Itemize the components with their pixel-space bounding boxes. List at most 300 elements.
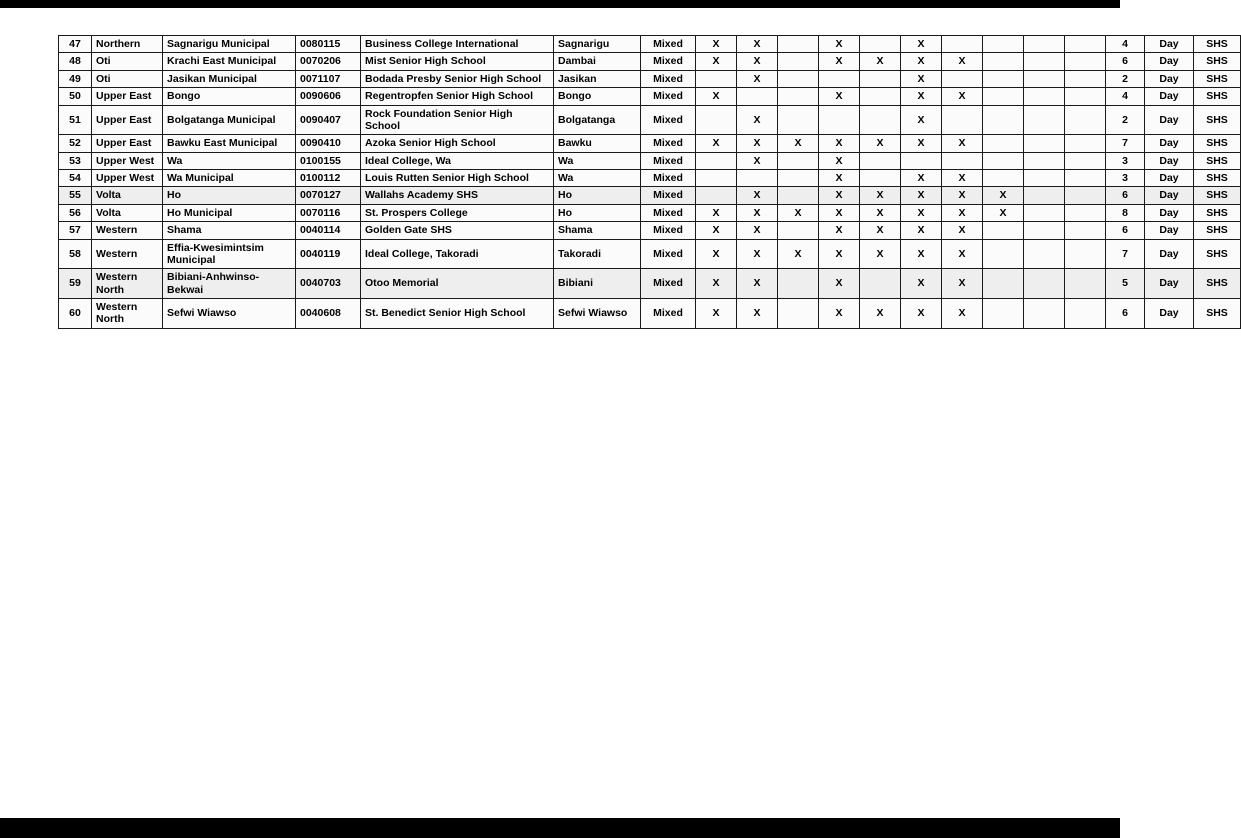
cell-mark: X: [696, 239, 737, 269]
cell-mark: [778, 299, 819, 329]
cell-mark: X: [860, 187, 901, 204]
table-row: [59, 70, 1241, 87]
cell-district: Bibiani-Anhwinso-Bekwai: [163, 269, 296, 299]
cell-gender: Mixed: [641, 152, 696, 169]
cell-row-number: 60: [59, 299, 92, 329]
cell-mark: X: [737, 135, 778, 152]
cell-session: Day: [1145, 170, 1194, 187]
cell-mark: X: [901, 204, 942, 221]
cell-mark: X: [942, 187, 983, 204]
cell-mark: [778, 88, 819, 105]
cell-session: Day: [1145, 299, 1194, 329]
cell-code: 0040114: [296, 222, 361, 239]
cell-mark: X: [696, 222, 737, 239]
cell-mark: [983, 70, 1024, 87]
cell-mark: X: [901, 36, 942, 53]
cell-mark: [1024, 105, 1065, 135]
cell-mark: X: [860, 53, 901, 70]
cell-school-name: Ideal College, Takoradi: [361, 239, 554, 269]
cell-level: SHS: [1194, 70, 1241, 87]
cell-district: Sefwi Wiawso: [163, 299, 296, 329]
cell-gender: Mixed: [641, 135, 696, 152]
cell-mark: [1024, 135, 1065, 152]
cell-level: SHS: [1194, 36, 1241, 53]
cell-mark: X: [819, 88, 860, 105]
cell-mark: X: [942, 135, 983, 152]
cell-session: Day: [1145, 70, 1194, 87]
table-row: [59, 187, 1241, 204]
cell-mark: X: [860, 135, 901, 152]
cell-town: Dambai: [554, 53, 641, 70]
cell-session: Day: [1145, 88, 1194, 105]
cell-mark: [942, 70, 983, 87]
cell-mark: [778, 152, 819, 169]
cell-mark: X: [778, 204, 819, 221]
cell-mark: [1024, 222, 1065, 239]
cell-school-name: Regentropfen Senior High School: [361, 88, 554, 105]
cell-district: Effia-Kwesimintsim Municipal: [163, 239, 296, 269]
cell-count: 6: [1106, 53, 1145, 70]
cell-session: Day: [1145, 204, 1194, 221]
cell-town: Jasikan: [554, 70, 641, 87]
cell-town: Bawku: [554, 135, 641, 152]
cell-town: Wa: [554, 170, 641, 187]
cell-town: Takoradi: [554, 239, 641, 269]
cell-code: 0040608: [296, 299, 361, 329]
cell-mark: [1065, 88, 1106, 105]
cell-session: Day: [1145, 135, 1194, 152]
cell-school-name: Mist Senior High School: [361, 53, 554, 70]
cell-mark: [860, 36, 901, 53]
cell-level: SHS: [1194, 170, 1241, 187]
cell-mark: [696, 187, 737, 204]
cell-mark: X: [942, 269, 983, 299]
cell-mark: [1024, 170, 1065, 187]
cell-mark: X: [737, 187, 778, 204]
cell-code: 0090407: [296, 105, 361, 135]
cell-gender: Mixed: [641, 204, 696, 221]
cell-mark: [1065, 299, 1106, 329]
cell-region: Western: [92, 222, 163, 239]
cell-gender: Mixed: [641, 105, 696, 135]
cell-mark: [1024, 70, 1065, 87]
cell-mark: [1024, 187, 1065, 204]
cell-school-name: Louis Rutten Senior High School: [361, 170, 554, 187]
cell-mark: X: [819, 170, 860, 187]
cell-mark: [1024, 53, 1065, 70]
cell-mark: X: [942, 88, 983, 105]
cell-region: Upper West: [92, 152, 163, 169]
table-row: [59, 36, 1241, 53]
cell-mark: [696, 152, 737, 169]
cell-session: Day: [1145, 187, 1194, 204]
cell-mark: X: [819, 222, 860, 239]
cell-level: SHS: [1194, 187, 1241, 204]
cell-row-number: 50: [59, 88, 92, 105]
cell-district: Wa Municipal: [163, 170, 296, 187]
cell-mark: [1024, 36, 1065, 53]
cell-district: Shama: [163, 222, 296, 239]
cell-mark: [860, 170, 901, 187]
cell-level: SHS: [1194, 239, 1241, 269]
cell-mark: [983, 222, 1024, 239]
cell-mark: X: [942, 170, 983, 187]
cell-mark: [983, 105, 1024, 135]
cell-mark: [1065, 269, 1106, 299]
cell-mark: X: [901, 70, 942, 87]
cell-mark: X: [737, 299, 778, 329]
cell-school-name: St. Prospers College: [361, 204, 554, 221]
cell-mark: X: [737, 204, 778, 221]
cell-row-number: 48: [59, 53, 92, 70]
schools-table-container: [58, 35, 1228, 329]
cell-mark: X: [901, 299, 942, 329]
cell-town: Bolgatanga: [554, 105, 641, 135]
cell-mark: [778, 269, 819, 299]
cell-count: 6: [1106, 299, 1145, 329]
cell-mark: [1065, 135, 1106, 152]
cell-level: SHS: [1194, 135, 1241, 152]
table-row: [59, 88, 1241, 105]
cell-school-name: Otoo Memorial: [361, 269, 554, 299]
cell-mark: [1065, 70, 1106, 87]
table-row: [59, 135, 1241, 152]
cell-session: Day: [1145, 269, 1194, 299]
cell-row-number: 47: [59, 36, 92, 53]
cell-mark: X: [737, 36, 778, 53]
cell-code: 0071107: [296, 70, 361, 87]
cell-mark: X: [778, 135, 819, 152]
cell-mark: [1065, 152, 1106, 169]
table-row: [59, 105, 1241, 135]
cell-mark: X: [737, 70, 778, 87]
cell-gender: Mixed: [641, 222, 696, 239]
cell-district: Wa: [163, 152, 296, 169]
table-row: [59, 299, 1241, 329]
cell-mark: [860, 105, 901, 135]
cell-level: SHS: [1194, 204, 1241, 221]
cell-level: SHS: [1194, 222, 1241, 239]
cell-mark: [696, 170, 737, 187]
table-row: [59, 222, 1241, 239]
cell-mark: X: [696, 269, 737, 299]
cell-mark: X: [901, 239, 942, 269]
cell-mark: X: [819, 204, 860, 221]
cell-region: Western North: [92, 299, 163, 329]
cell-school-name: Rock Foundation Senior High School: [361, 105, 554, 135]
table-row: [59, 53, 1241, 70]
cell-count: 2: [1106, 105, 1145, 135]
schools-table-body: [59, 36, 1241, 329]
cell-row-number: 56: [59, 204, 92, 221]
cell-mark: X: [860, 222, 901, 239]
cell-mark: X: [942, 53, 983, 70]
cell-district: Krachi East Municipal: [163, 53, 296, 70]
letterbox-bottom-bar: [0, 818, 1120, 838]
cell-mark: X: [819, 299, 860, 329]
cell-region: Volta: [92, 187, 163, 204]
cell-mark: [1065, 239, 1106, 269]
cell-mark: X: [901, 53, 942, 70]
cell-mark: X: [737, 53, 778, 70]
cell-mark: [983, 53, 1024, 70]
cell-count: 4: [1106, 88, 1145, 105]
table-row: [59, 170, 1241, 187]
cell-mark: [860, 152, 901, 169]
cell-mark: X: [819, 269, 860, 299]
cell-region: Upper West: [92, 170, 163, 187]
cell-count: 8: [1106, 204, 1145, 221]
cell-mark: X: [942, 222, 983, 239]
cell-gender: Mixed: [641, 269, 696, 299]
cell-school-name: Business College International: [361, 36, 554, 53]
document-page: [0, 8, 1228, 818]
cell-code: 0090606: [296, 88, 361, 105]
cell-level: SHS: [1194, 299, 1241, 329]
cell-level: SHS: [1194, 105, 1241, 135]
cell-level: SHS: [1194, 88, 1241, 105]
cell-mark: [778, 53, 819, 70]
cell-mark: X: [819, 36, 860, 53]
cell-session: Day: [1145, 105, 1194, 135]
cell-mark: X: [942, 299, 983, 329]
cell-school-name: St. Benedict Senior High School: [361, 299, 554, 329]
cell-mark: X: [901, 170, 942, 187]
cell-town: Sefwi Wiawso: [554, 299, 641, 329]
cell-mark: [819, 70, 860, 87]
cell-session: Day: [1145, 53, 1194, 70]
cell-count: 7: [1106, 239, 1145, 269]
cell-row-number: 57: [59, 222, 92, 239]
cell-mark: [1065, 36, 1106, 53]
cell-region: Volta: [92, 204, 163, 221]
cell-school-name: Golden Gate SHS: [361, 222, 554, 239]
cell-mark: [1024, 269, 1065, 299]
cell-mark: [860, 88, 901, 105]
cell-count: 3: [1106, 152, 1145, 169]
cell-session: Day: [1145, 36, 1194, 53]
table-row: [59, 152, 1241, 169]
cell-row-number: 58: [59, 239, 92, 269]
cell-row-number: 52: [59, 135, 92, 152]
cell-mark: [1024, 204, 1065, 221]
cell-town: Ho: [554, 204, 641, 221]
cell-code: 0070206: [296, 53, 361, 70]
cell-session: Day: [1145, 222, 1194, 239]
cell-mark: [819, 105, 860, 135]
cell-mark: [983, 88, 1024, 105]
cell-mark: [983, 299, 1024, 329]
cell-code: 0070127: [296, 187, 361, 204]
cell-town: Ho: [554, 187, 641, 204]
cell-mark: X: [819, 135, 860, 152]
cell-region: Western: [92, 239, 163, 269]
cell-mark: [1024, 152, 1065, 169]
cell-code: 0040119: [296, 239, 361, 269]
cell-mark: [860, 269, 901, 299]
cell-region: Western North: [92, 269, 163, 299]
cell-mark: X: [819, 152, 860, 169]
cell-count: 2: [1106, 70, 1145, 87]
cell-mark: [778, 36, 819, 53]
cell-gender: Mixed: [641, 70, 696, 87]
cell-mark: X: [819, 187, 860, 204]
cell-school-name: Bodada Presby Senior High School: [361, 70, 554, 87]
cell-mark: [942, 36, 983, 53]
cell-school-name: Wallahs Academy SHS: [361, 187, 554, 204]
cell-mark: X: [737, 152, 778, 169]
cell-mark: X: [696, 88, 737, 105]
cell-count: 5: [1106, 269, 1145, 299]
cell-mark: [942, 152, 983, 169]
cell-district: Bolgatanga Municipal: [163, 105, 296, 135]
cell-mark: [860, 70, 901, 87]
cell-region: Upper East: [92, 105, 163, 135]
cell-region: Northern: [92, 36, 163, 53]
cell-session: Day: [1145, 152, 1194, 169]
cell-mark: X: [696, 36, 737, 53]
cell-district: Sagnarigu Municipal: [163, 36, 296, 53]
cell-town: Sagnarigu: [554, 36, 641, 53]
cell-mark: X: [983, 204, 1024, 221]
cell-mark: X: [860, 239, 901, 269]
cell-mark: X: [778, 239, 819, 269]
cell-mark: X: [901, 187, 942, 204]
cell-mark: [1024, 299, 1065, 329]
cell-mark: X: [901, 105, 942, 135]
table-row: [59, 239, 1241, 269]
cell-mark: [983, 36, 1024, 53]
cell-gender: Mixed: [641, 53, 696, 70]
cell-mark: X: [860, 204, 901, 221]
cell-mark: [1024, 88, 1065, 105]
cell-level: SHS: [1194, 53, 1241, 70]
cell-gender: Mixed: [641, 88, 696, 105]
cell-region: Oti: [92, 53, 163, 70]
cell-mark: [696, 105, 737, 135]
cell-mark: [983, 170, 1024, 187]
table-row: [59, 204, 1241, 221]
cell-mark: X: [696, 53, 737, 70]
cell-mark: [778, 222, 819, 239]
cell-gender: Mixed: [641, 170, 696, 187]
cell-town: Bongo: [554, 88, 641, 105]
cell-gender: Mixed: [641, 239, 696, 269]
cell-mark: X: [901, 135, 942, 152]
cell-mark: X: [901, 222, 942, 239]
cell-district: Jasikan Municipal: [163, 70, 296, 87]
cell-mark: X: [942, 239, 983, 269]
cell-count: 3: [1106, 170, 1145, 187]
cell-region: Upper East: [92, 88, 163, 105]
cell-region: Oti: [92, 70, 163, 87]
cell-mark: [737, 88, 778, 105]
cell-mark: [737, 170, 778, 187]
cell-mark: [1065, 187, 1106, 204]
cell-district: Ho Municipal: [163, 204, 296, 221]
cell-count: 7: [1106, 135, 1145, 152]
cell-row-number: 59: [59, 269, 92, 299]
cell-mark: [696, 70, 737, 87]
cell-mark: X: [983, 187, 1024, 204]
cell-district: Bawku East Municipal: [163, 135, 296, 152]
schools-table: [58, 35, 1241, 329]
cell-mark: [983, 269, 1024, 299]
cell-mark: X: [860, 299, 901, 329]
cell-code: 0100155: [296, 152, 361, 169]
cell-level: SHS: [1194, 152, 1241, 169]
cell-mark: X: [737, 105, 778, 135]
cell-school-name: Ideal College, Wa: [361, 152, 554, 169]
cell-mark: X: [819, 239, 860, 269]
cell-mark: [1065, 53, 1106, 70]
cell-code: 0100112: [296, 170, 361, 187]
cell-mark: X: [942, 204, 983, 221]
cell-row-number: 53: [59, 152, 92, 169]
cell-mark: [778, 105, 819, 135]
cell-code: 0080115: [296, 36, 361, 53]
cell-mark: X: [819, 53, 860, 70]
cell-mark: X: [901, 269, 942, 299]
cell-mark: X: [901, 88, 942, 105]
cell-mark: [1065, 105, 1106, 135]
cell-town: Bibiani: [554, 269, 641, 299]
cell-mark: X: [737, 222, 778, 239]
cell-town: Shama: [554, 222, 641, 239]
cell-mark: X: [696, 204, 737, 221]
cell-mark: [778, 187, 819, 204]
cell-mark: X: [696, 299, 737, 329]
cell-gender: Mixed: [641, 299, 696, 329]
cell-code: 0070116: [296, 204, 361, 221]
cell-school-name: Azoka Senior High School: [361, 135, 554, 152]
cell-mark: [983, 152, 1024, 169]
table-row: [59, 269, 1241, 299]
cell-region: Upper East: [92, 135, 163, 152]
cell-mark: [1065, 204, 1106, 221]
cell-gender: Mixed: [641, 36, 696, 53]
cell-session: Day: [1145, 239, 1194, 269]
cell-mark: [778, 170, 819, 187]
cell-row-number: 49: [59, 70, 92, 87]
cell-mark: [942, 105, 983, 135]
cell-gender: Mixed: [641, 187, 696, 204]
cell-row-number: 54: [59, 170, 92, 187]
cell-town: Wa: [554, 152, 641, 169]
cell-mark: X: [696, 135, 737, 152]
cell-mark: X: [737, 269, 778, 299]
cell-mark: [1065, 170, 1106, 187]
cell-level: SHS: [1194, 269, 1241, 299]
cell-mark: [983, 239, 1024, 269]
cell-code: 0090410: [296, 135, 361, 152]
cell-mark: [778, 70, 819, 87]
cell-row-number: 55: [59, 187, 92, 204]
cell-count: 4: [1106, 36, 1145, 53]
cell-district: Bongo: [163, 88, 296, 105]
cell-mark: [901, 152, 942, 169]
cell-count: 6: [1106, 222, 1145, 239]
cell-mark: [1065, 222, 1106, 239]
cell-row-number: 51: [59, 105, 92, 135]
cell-count: 6: [1106, 187, 1145, 204]
cell-mark: X: [737, 239, 778, 269]
cell-mark: [983, 135, 1024, 152]
cell-mark: [1024, 239, 1065, 269]
letterbox-top-bar: [0, 0, 1120, 8]
cell-code: 0040703: [296, 269, 361, 299]
cell-district: Ho: [163, 187, 296, 204]
